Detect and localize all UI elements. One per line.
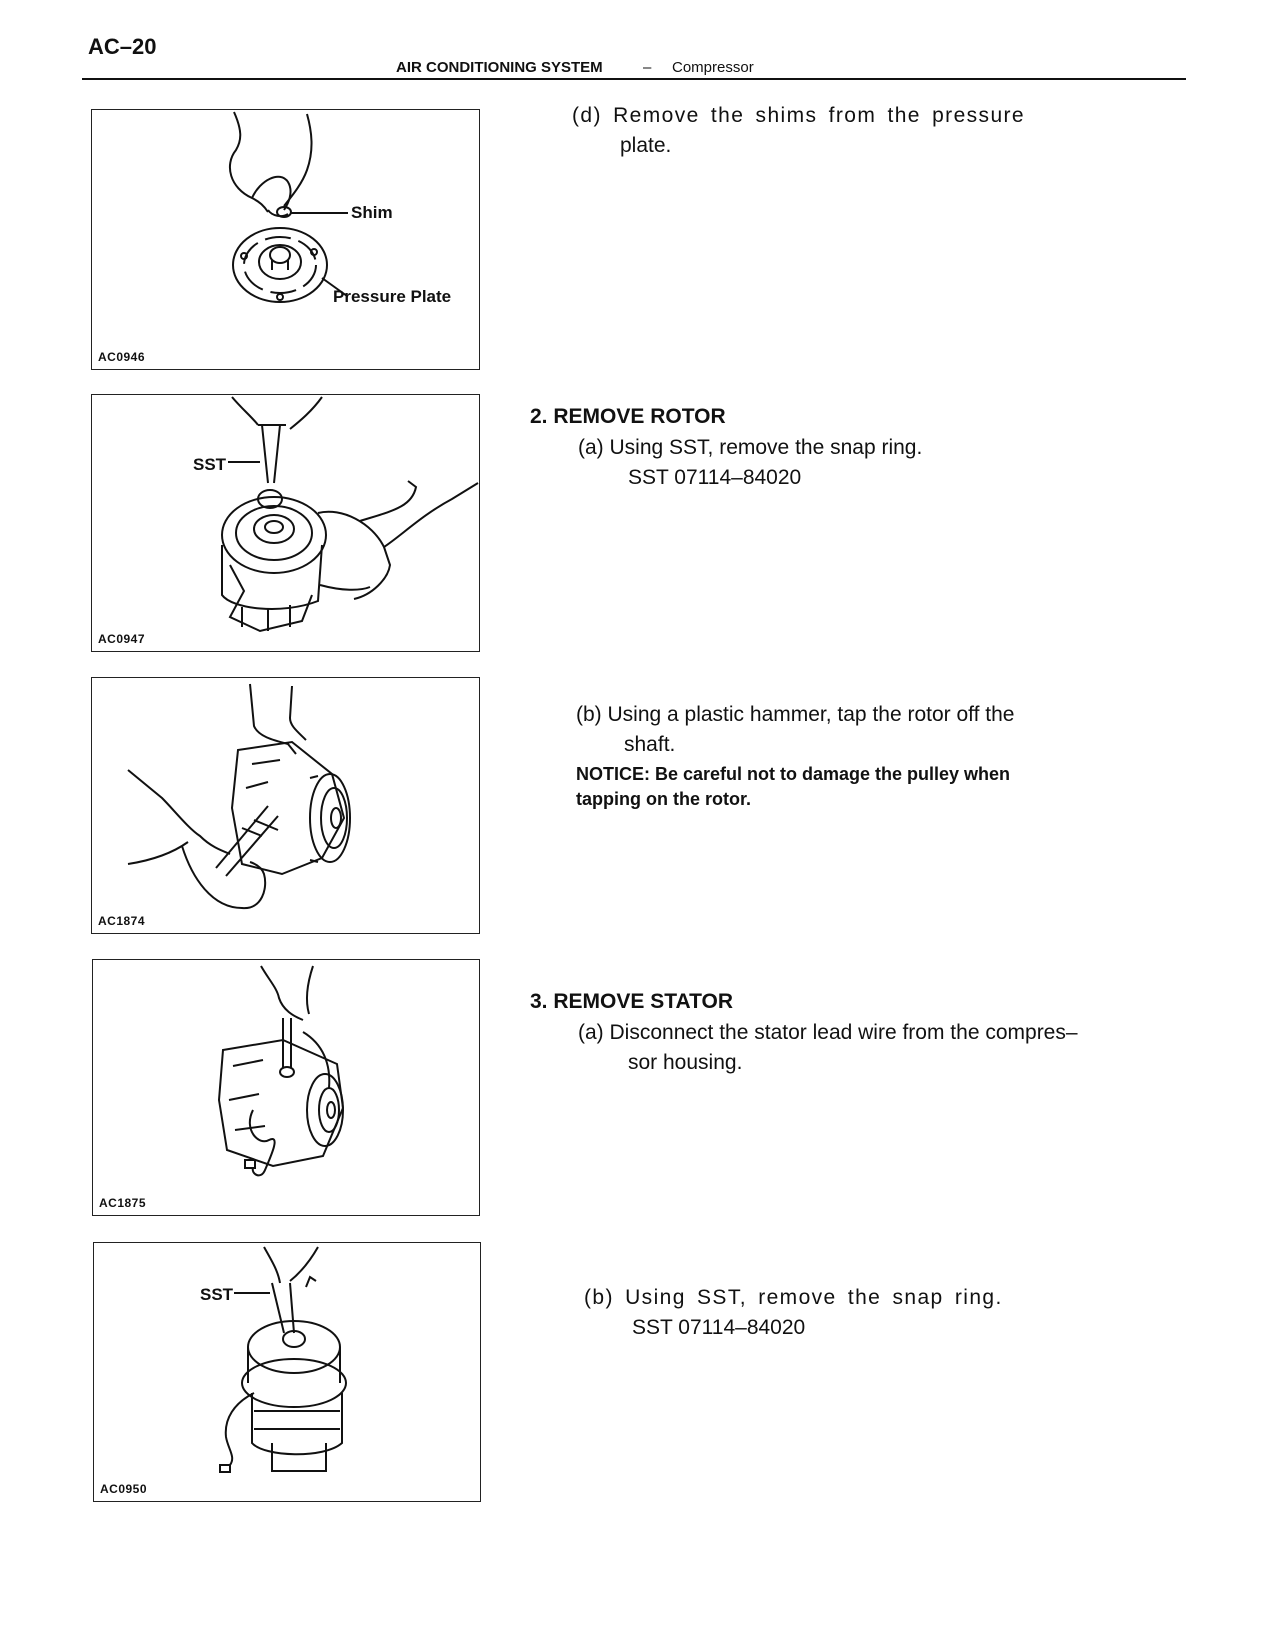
sst-label: SST — [200, 1285, 234, 1304]
pressure-plate-label: Pressure Plate — [333, 287, 452, 306]
figure-ac1875 — [92, 959, 480, 1216]
subsection-title: Compressor — [672, 59, 754, 76]
figure-ac0946 — [91, 109, 480, 370]
rotor-step-a-line2: SST 07114–84020 — [628, 466, 802, 489]
rotor-step-b-line2: shaft. — [624, 733, 676, 756]
notice-line1: NOTICE: Be careful not to damage the pulley when — [576, 764, 1011, 784]
rotor-step-b-line1: (b) Using a plastic hammer, tap the rotor off the — [576, 703, 1015, 726]
stator-step-a-line2: sor housing. — [628, 1051, 743, 1074]
step-d-line2: plate. — [620, 134, 672, 157]
figure-ac0950 — [93, 1242, 481, 1502]
stator-snap-ring-illustration — [94, 1243, 482, 1503]
stator-step-b-line1: (b) Using SST, remove the snap ring. — [584, 1286, 1003, 1309]
figure-code: AC1874 — [98, 914, 146, 928]
rotor-snap-ring-illustration — [92, 395, 481, 653]
header-rule — [82, 78, 1186, 80]
step-d-line1: (d) Remove the shims from the pressure — [572, 104, 1025, 127]
shim-removal-illustration — [92, 110, 481, 371]
figure-code: AC0947 — [98, 632, 146, 646]
notice-line2: tapping on the rotor. — [576, 789, 751, 809]
shim-label: Shim — [351, 203, 393, 222]
remove-rotor-heading: 2. REMOVE ROTOR — [530, 405, 726, 428]
page-number: AC–20 — [88, 34, 157, 59]
remove-stator-heading: 3. REMOVE STATOR — [530, 990, 734, 1013]
sst-label: SST — [193, 455, 227, 474]
header-dash: – — [643, 59, 652, 76]
figure-code: AC0946 — [98, 350, 146, 364]
section-title: AIR CONDITIONING SYSTEM — [396, 59, 603, 76]
stator-step-b-line2: SST 07114–84020 — [632, 1316, 806, 1339]
figure-ac0947 — [91, 394, 480, 652]
figure-code: AC1875 — [99, 1196, 147, 1210]
plastic-hammer-illustration — [92, 678, 481, 935]
stator-step-a-line1: (a) Disconnect the stator lead wire from the compres– — [578, 1021, 1078, 1044]
figure-ac1874 — [91, 677, 480, 934]
stator-lead-wire-illustration — [93, 960, 481, 1217]
figure-code: AC0950 — [100, 1482, 148, 1496]
rotor-step-a-line1: (a) Using SST, remove the snap ring. — [578, 436, 923, 459]
